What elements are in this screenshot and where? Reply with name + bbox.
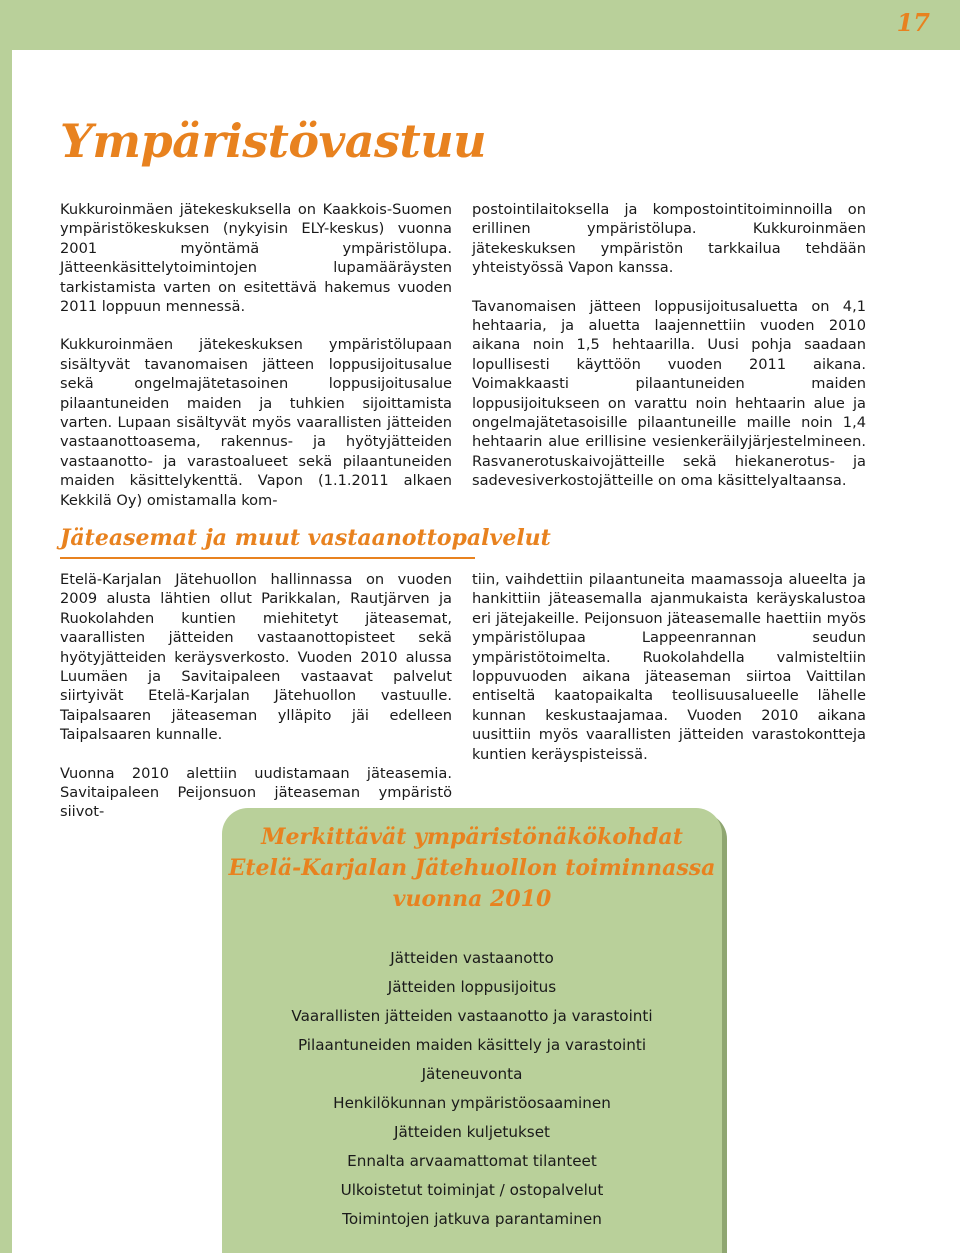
list-item: Pilaantuneiden maiden käsittely ja varastointi (297, 1036, 647, 1054)
top-color-band (0, 0, 960, 50)
box-title-line: Merkittävät ympäristönäkökohdat (261, 824, 683, 850)
box-title (222, 822, 722, 915)
intro-left-column (60, 200, 452, 510)
list-item: Toimintojen jatkuva parantaminen (342, 1210, 602, 1228)
left-color-strip (0, 50, 12, 1253)
section-paragraph: tiin, vaihdettiin pilaantuneita maamassoja alueelta ja hankittiin jäteasemalla ajanmukaista keräyskalustoa eri jätejakeille. Peijonsuon jäteasemalle haettiin myös ympäristölupaa Lappeenrannan seudun ympäristötoimelta. Ruokolahdella valmisteltiin loppuvuoden aikana jäteaseman siirtoa Vaittilan entiseltä kaatopaikalta teollisuusalueelle lähelle kunnan keskustaajamaa. Vuoden 2010 aikana uusittiin myös vaarallisten jätteiden varastokontteja kuntien keräyspisteissä. (472, 571, 866, 763)
list-item: Henkilökunnan ympäristöosaaminen (333, 1094, 611, 1112)
box-title-line: Etelä-Karjalan Jätehuollon toiminnassa (228, 855, 716, 881)
section-right-column (472, 570, 866, 764)
page-number: 17 (896, 8, 930, 37)
intro-right-column (472, 200, 866, 491)
list-item: Jätteiden kuljetukset (393, 1123, 551, 1141)
section-paragraph: Vuonna 2010 alettiin uudistamaan jäteasemia. Savitaipaleen Peijonsuon jäteaseman ympäristö siivot- (60, 764, 452, 821)
intro-paragraph: Tavanomaisen jätteen loppusijoitusaluetta on 4,1 hehtaaria, ja aluetta laajennettiin vuoden 2010 aikana noin 1,5 hehtaarilla. Uusi pohja saadaan lopullisesti käyttöön vuoden 2011 aikana. Voimakkaasti pilaantuneiden maiden loppusijoitukseen on varattu noin hehtaarin alue ja ongelmajätetasoisille pilaantuneille maille noin 1,4 hehtaarin alue erillisine vesienkeräilyjärjestelmineen. Rasvanerotuskaivojätteille sekä hiekanerotus- ja sadevesiverkostojätteille on oma käsittelyaltaansa. (472, 297, 866, 490)
section-divider (60, 557, 475, 559)
intro-paragraph: postointilaitoksella ja kompostointitoiminnoilla on erillinen ympäristölupa. Kukkuroinmäen jätekeskuksen ympäristön tarkkailua tehdään yhteistyössä Vapon kanssa. (472, 201, 866, 277)
aspects-list (222, 944, 722, 1234)
intro-paragraph: Kukkuroinmäen jätekeskuksella on Kaakkois-Suomen ympäristökeskuksen (nykyisin ELY-keskus) vuonna 2001 myöntämä ympäristölupa. Jätteenkäsittelytoimintojen lupamääräysten tarkistamista varten on esitettävä hakemus vuoden 2011 loppuun mennessä. (60, 201, 452, 316)
list-item: Vaarallisten jätteiden vastaanotto ja varastointi (291, 1007, 653, 1025)
list-item: Jäteneuvonta (421, 1065, 523, 1083)
box-title-line: vuonna 2010 (392, 886, 552, 912)
section-paragraph: Etelä-Karjalan Jätehuollon hallinnassa on vuoden 2009 alusta lähtien ollut Parikkalan, Rautjärven ja Ruokolahden kuntien miehitetyt jäteasemat, vaarallisten jätteiden vastaanottopisteet sekä hyötyjätteiden keräysverkosto. Vuoden 2010 alussa Luumäen ja Savitaipaleen vastaavat palvelut siirtyivät Etelä-Karjalan Jätehuollon vastuulle. Taipalsaaren jäteaseman ylläpito jäi edelleen Taipalsaaren kunnalle. (60, 571, 452, 744)
section-heading: Jäteasemat ja muut vastaanottopalvelut (60, 525, 551, 551)
list-item: Ulkoistetut toiminjat / ostopalvelut (340, 1181, 604, 1199)
page-title: Ympäristövastuu (60, 114, 487, 168)
environmental-aspects-box (222, 808, 722, 1253)
list-item: Jätteiden loppusijoitus (387, 978, 557, 996)
section-left-column (60, 570, 452, 822)
list-item: Ennalta arvaamattomat tilanteet (347, 1152, 597, 1170)
list-item: Jätteiden vastaanotto (390, 949, 554, 967)
intro-paragraph: Kukkuroinmäen jätekeskuksen ympäristölupaan sisältyvät tavanomaisen jätteen loppusijoitusalue sekä ongelmajätetasoinen loppusijoitusalue pilaantuneiden maiden ja tuhkien sijoittamista varten. Lupaan sisältyvät myös vaarallisten jätteiden vastaanottoasema, rakennus- ja hyötyjätteiden vastaanotto- ja varastoalueet sekä pilaantuneiden maiden käsittelykenttä. Vapon (1.1.2011 alkaen Kekkilä Oy) omistamalla kom- (60, 336, 452, 509)
